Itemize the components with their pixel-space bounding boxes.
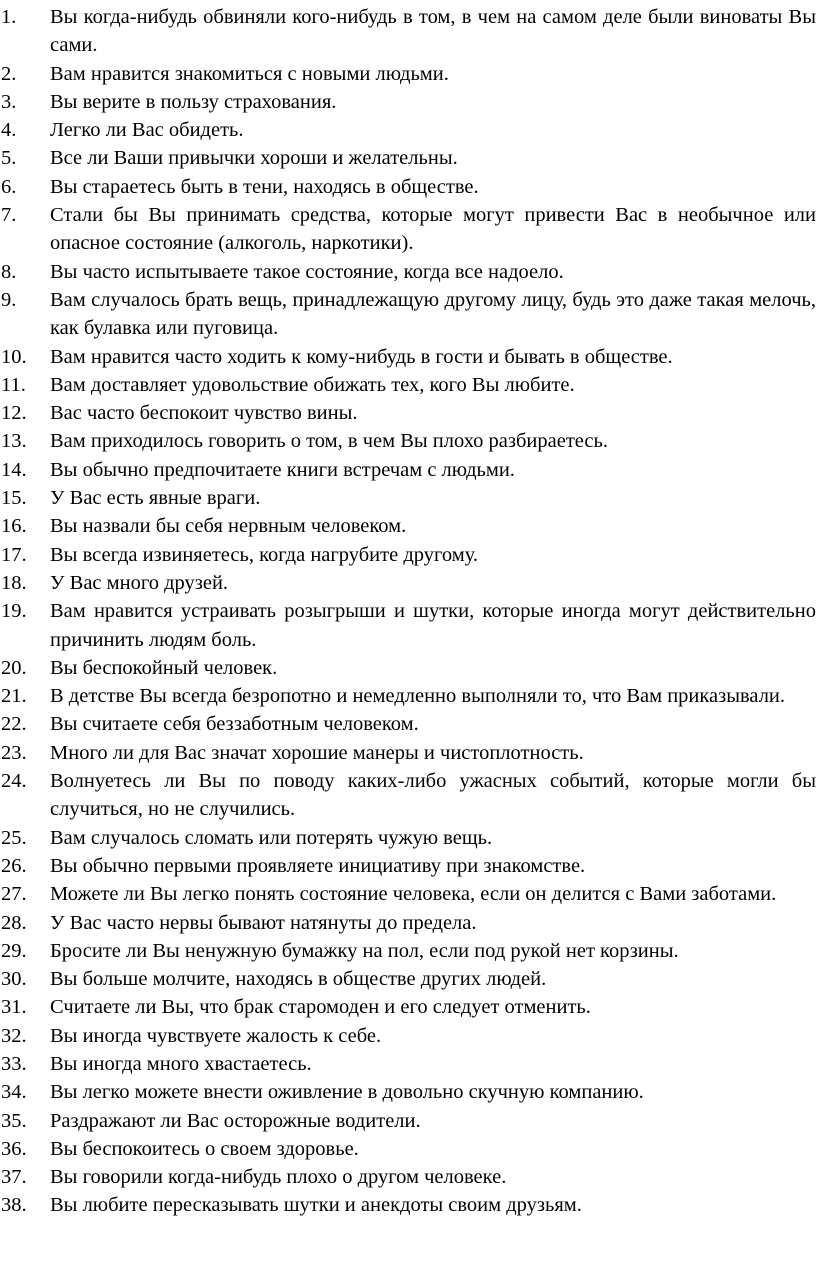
question-number: 10. <box>1 345 27 368</box>
list-item <box>0 60 816 88</box>
question-text: Вы беспокойный человек. <box>50 656 278 679</box>
question-text: Вас часто беспокоит чувство вины. <box>50 402 358 425</box>
question-number: 9. <box>1 288 17 311</box>
list-item <box>0 965 816 993</box>
list-item <box>0 824 816 852</box>
question-number: 7. <box>1 204 17 227</box>
question-number: 14. <box>1 458 27 481</box>
list-item <box>0 286 816 343</box>
question-text: У Вас часто нервы бывают натянуты до предела. <box>50 911 477 934</box>
question-text: Вам нравится знакомиться с новыми людьми. <box>50 62 449 85</box>
question-number: 25. <box>1 826 27 849</box>
question-text: У Вас много друзей. <box>50 571 229 594</box>
question-number: 6. <box>1 175 17 198</box>
list-item <box>0 427 816 455</box>
list-item <box>0 258 816 286</box>
list-item <box>0 569 816 597</box>
question-number: 1. <box>1 6 17 28</box>
list-item <box>0 739 816 767</box>
question-text: Вы любите пересказывать шутки и анекдоты своим друзьям. <box>50 1194 582 1217</box>
list-item <box>0 371 816 399</box>
question-number: 18. <box>1 571 27 594</box>
question-number: 34. <box>1 1081 27 1104</box>
list-item <box>0 88 816 116</box>
question-text: Вы иногда много хвастаетесь. <box>50 1052 312 1075</box>
list-item <box>0 767 816 824</box>
question-number: 28. <box>1 911 27 934</box>
list-item <box>0 1050 816 1078</box>
question-text: Вы легко можете внести оживление в довольно скучную компанию. <box>50 1081 644 1104</box>
list-item <box>0 1022 816 1050</box>
question-number: 20. <box>1 656 27 679</box>
question-number: 17. <box>1 543 27 566</box>
question-number: 8. <box>1 260 17 283</box>
list-item <box>0 399 816 427</box>
list-item <box>0 909 816 937</box>
question-text: Вы назвали бы себя нервным человеком. <box>50 515 407 538</box>
question-number: 31. <box>1 996 27 1019</box>
question-number: 33. <box>1 1052 27 1075</box>
question-text: У Вас есть явные враги. <box>50 487 261 510</box>
list-item <box>0 484 816 512</box>
list-item <box>0 116 816 144</box>
list-item <box>0 144 816 172</box>
question-text: Вам приходилось говорить о том, в чем Вы плохо разбираетесь. <box>50 430 608 453</box>
list-item <box>0 3 816 60</box>
question-text: Вам нравится часто ходить к кому-нибудь в гости и бывать в обществе. <box>50 345 673 368</box>
list-item <box>0 1191 816 1219</box>
question-text: Вы больше молчите, находясь в обществе других людей. <box>50 968 547 991</box>
list-item <box>0 1135 816 1163</box>
list-item <box>0 1107 816 1135</box>
question-number: 35. <box>1 1109 27 1132</box>
question-number: 19. <box>1 600 27 623</box>
question-text: Вы когда-нибудь обвиняли кого-нибудь в том, в чем на самом деле были виноваты Вы сами. <box>50 6 816 57</box>
list-item <box>0 1163 816 1191</box>
list-item <box>0 852 816 880</box>
list-item <box>0 597 816 654</box>
question-text: Вы часто испытываете такое состояние, когда все надоело. <box>50 260 564 283</box>
question-text: Считаете ли Вы, что брак старомоден и его следует отменить. <box>50 996 591 1019</box>
list-item <box>0 541 816 569</box>
question-text: Вы всегда извиняетесь, когда нагрубите другому. <box>50 543 479 566</box>
question-number: 11. <box>1 373 26 396</box>
question-text: Можете ли Вы легко понять состояние человека, если он делится с Вами заботами. <box>50 883 777 906</box>
question-text: Вы обычно первыми проявляете инициативу при знакомстве. <box>50 854 586 877</box>
list-item <box>0 343 816 371</box>
list-item <box>0 654 816 682</box>
list-item <box>0 880 816 908</box>
question-number: 21. <box>1 685 27 708</box>
question-number: 3. <box>1 90 17 113</box>
list-item <box>0 682 816 710</box>
question-text: Бросите ли Вы ненужную бумажку на пол, если под рукой нет корзины. <box>50 939 679 962</box>
question-text: Вам случалось брать вещь, принадлежащую другому лицу, будь это даже такая мелочь, как булавка или пуговица. <box>50 288 816 340</box>
question-text: Вы считаете себя беззаботным человеком. <box>50 713 419 736</box>
question-text: Вам доставляет удовольствие обижать тех, кого Вы любите. <box>50 373 575 396</box>
question-number: 36. <box>1 1137 27 1160</box>
list-item <box>0 1078 816 1106</box>
question-number: 12. <box>1 402 27 425</box>
question-number: 30. <box>1 968 27 991</box>
question-text: Много ли для Вас значат хорошие манеры и чистоплотность. <box>50 741 584 764</box>
question-text: Легко ли Вас обидеть. <box>50 119 244 142</box>
question-number: 37. <box>1 1166 27 1189</box>
list-item <box>0 710 816 738</box>
question-number: 2. <box>1 62 17 85</box>
question-number: 22. <box>1 713 27 736</box>
questionnaire-list <box>0 3 816 1220</box>
list-item <box>0 993 816 1021</box>
question-text: Вы верите в пользу страхования. <box>50 90 337 113</box>
question-text: Вам нравится устраивать розыгрыши и шутки, которые иногда могут действительно причинить людям боль. <box>50 600 816 651</box>
question-text: Вы стараетесь быть в тени, находясь в обществе. <box>50 175 479 198</box>
list-item <box>0 456 816 484</box>
question-number: 13. <box>1 430 27 453</box>
question-text: Раздражают ли Вас осторожные водители. <box>50 1109 421 1132</box>
question-number: 38. <box>1 1194 27 1217</box>
question-number: 24. <box>1 770 27 793</box>
question-text: Вы говорили когда-нибудь плохо о другом человеке. <box>50 1166 507 1189</box>
question-text: Вы беспокоитесь о своем здоровье. <box>50 1137 359 1160</box>
question-number: 16. <box>1 515 27 538</box>
question-text: Вы иногда чувствуете жалость к себе. <box>50 1024 382 1047</box>
question-number: 4. <box>1 119 17 142</box>
question-number: 15. <box>1 487 27 510</box>
list-item <box>0 512 816 540</box>
question-text: Все ли Ваши привычки хороши и желательны. <box>50 147 458 170</box>
question-text: В детстве Вы всегда безропотно и немедленно выполняли то, что Вам приказывали. <box>50 685 786 708</box>
question-number: 5. <box>1 147 17 170</box>
list-item <box>0 937 816 965</box>
question-number: 27. <box>1 883 27 906</box>
list-item <box>0 201 816 258</box>
question-text: Вы обычно предпочитаете книги встречам с людьми. <box>50 458 515 481</box>
question-number: 32. <box>1 1024 27 1047</box>
list-item <box>0 173 816 201</box>
question-text: Волнуетесь ли Вы по поводу каких-либо ужасных событий, которые могли бы случиться, но не случились. <box>50 770 816 821</box>
question-number: 26. <box>1 854 27 877</box>
question-number: 23. <box>1 741 27 764</box>
question-number: 29. <box>1 939 27 962</box>
question-text: Вам случалось сломать или потерять чужую вещь. <box>50 826 493 849</box>
question-text: Стали бы Вы принимать средства, которые могут привести Вас в необычное или опасное состояние (алкоголь, наркотики). <box>50 204 816 255</box>
